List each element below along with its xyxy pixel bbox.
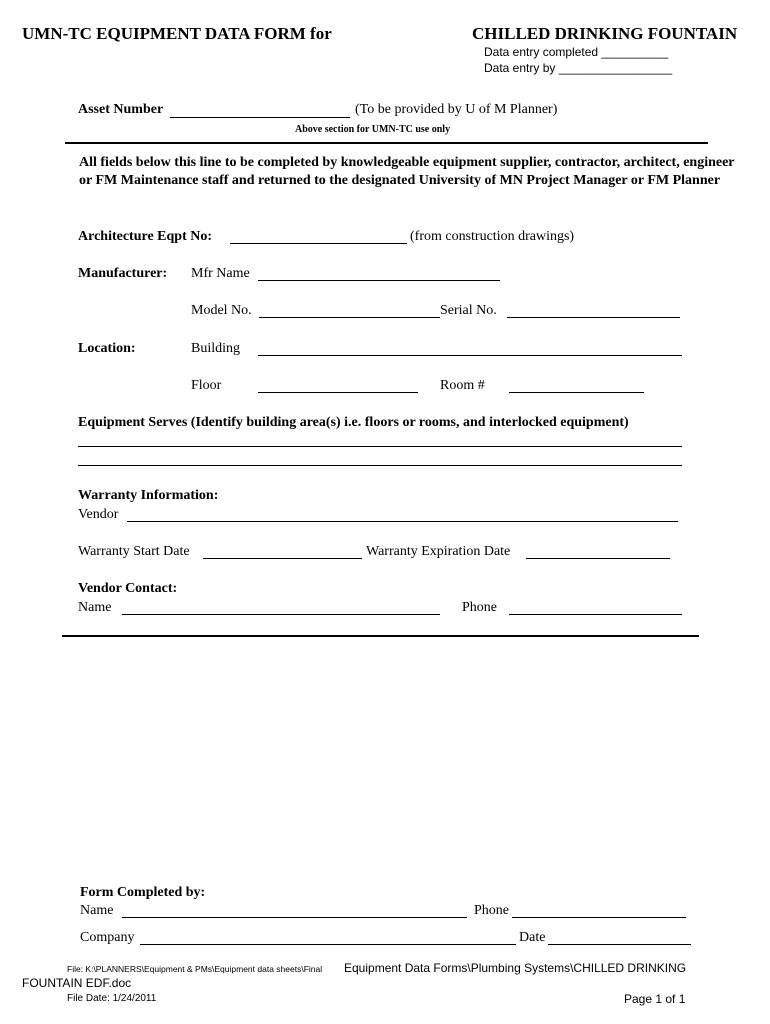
completed-by-company-field[interactable] xyxy=(140,944,516,945)
vendor-contact-phone-field[interactable] xyxy=(509,614,682,615)
asset-number-note: (To be provided by U of M Planner) xyxy=(355,102,558,117)
footer-page-number: Page 1 of 1 xyxy=(624,992,686,1006)
warranty-start-label: Warranty Start Date xyxy=(78,544,190,559)
building-label: Building xyxy=(191,341,241,356)
completed-by-name-field[interactable] xyxy=(122,917,467,918)
completed-by-phone-field[interactable] xyxy=(512,917,686,918)
instructions-paragraph: All fields below this line to be completed by knowledgeable equipment supplier, contractor, architect, engineer or FM Maintenance staff and returned to the designated University of MN Project Manager or FM Planner xyxy=(79,155,735,188)
warranty-start-field[interactable] xyxy=(203,558,362,559)
location-label: Location: xyxy=(78,341,136,356)
data-entry-by: Data entry by _________________ xyxy=(484,61,673,75)
room-label: Room # xyxy=(440,378,485,393)
completed-by-date-field[interactable] xyxy=(548,944,691,945)
warranty-heading: Warranty Information: xyxy=(78,488,219,503)
model-no-field[interactable] xyxy=(259,317,440,318)
asset-number-label: Asset Number xyxy=(78,102,164,117)
completed-by-company-label: Company xyxy=(80,930,135,945)
architecture-eqpt-note: (from construction drawings) xyxy=(410,229,575,244)
form-title: UMN-TC EQUIPMENT DATA FORM for xyxy=(22,24,332,43)
floor-label: Floor xyxy=(191,378,222,393)
asset-number-field[interactable] xyxy=(170,117,350,118)
section-divider-bottom xyxy=(62,635,699,637)
model-no-label: Model No. xyxy=(191,303,252,318)
building-field[interactable] xyxy=(258,355,682,356)
vendor-contact-name-field[interactable] xyxy=(122,614,440,615)
room-field[interactable] xyxy=(509,392,644,393)
equipment-type-title: CHILLED DRINKING FOUNTAIN xyxy=(472,24,738,43)
completed-by-name-label: Name xyxy=(80,903,114,918)
vendor-label: Vendor xyxy=(78,507,119,522)
footer-file-path-prefix: File: K:\PLANNERS\Equipment & PMs\Equipment data sheets\Final xyxy=(67,964,323,974)
data-entry-completed: Data entry completed __________ xyxy=(484,45,669,59)
mfr-name-label: Mfr Name xyxy=(191,266,250,281)
footer-file-date: File Date: 1/24/2011 xyxy=(67,993,157,1004)
vendor-field[interactable] xyxy=(127,521,678,522)
floor-field[interactable] xyxy=(258,392,418,393)
completed-by-heading: Form Completed by: xyxy=(80,885,206,900)
section-divider xyxy=(65,142,708,144)
serial-no-label: Serial No. xyxy=(440,303,497,318)
vendor-contact-name-label: Name xyxy=(78,600,112,615)
completed-by-date-label: Date xyxy=(519,930,546,945)
completed-by-phone-label: Phone xyxy=(474,903,509,918)
serial-no-field[interactable] xyxy=(507,317,680,318)
warranty-expiration-field[interactable] xyxy=(526,558,670,559)
umn-use-only-note: Above section for UMN-TC use only xyxy=(295,124,451,135)
equipment-serves-line-1[interactable] xyxy=(78,446,682,447)
footer-file-name: FOUNTAIN EDF.doc xyxy=(22,976,132,990)
mfr-name-field[interactable] xyxy=(258,280,500,281)
manufacturer-label: Manufacturer: xyxy=(78,266,168,281)
architecture-eqpt-field[interactable] xyxy=(230,243,407,244)
warranty-expiration-label: Warranty Expiration Date xyxy=(366,544,511,559)
architecture-eqpt-label: Architecture Eqpt No: xyxy=(78,229,213,244)
footer-file-path-rest: Equipment Data Forms\Plumbing Systems\CHILLED DRINKING xyxy=(344,961,687,975)
vendor-contact-heading: Vendor Contact: xyxy=(78,581,178,596)
equipment-serves-line-2[interactable] xyxy=(78,465,682,466)
vendor-contact-phone-label: Phone xyxy=(462,600,497,615)
equipment-serves-label: Equipment Serves (Identify building area(s) i.e. floors or rooms, and interlocked equipment) xyxy=(78,415,629,430)
